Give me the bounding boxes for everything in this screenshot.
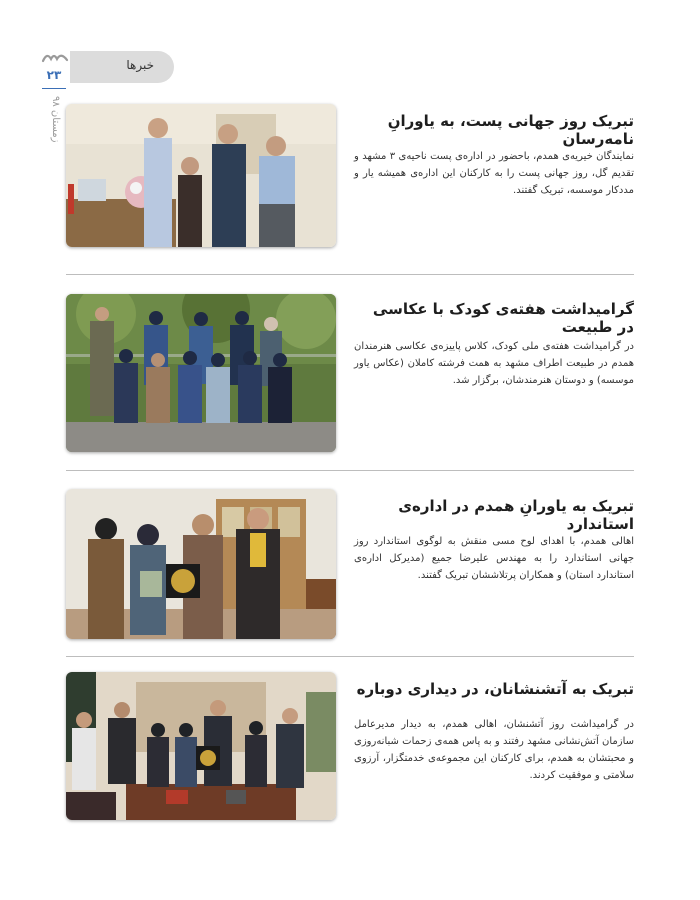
article-title: گرامیداشت هفته‌ی کودک با عکاسی در طبیعت (372, 300, 634, 336)
article-photo (66, 294, 336, 452)
standards-office-group-photo (66, 489, 336, 639)
section-tab (70, 51, 174, 83)
article-photo (66, 489, 336, 639)
article-body: نمایندگان خیریه‌ی همدم، باحضور در اداره‌ی پست ناحیه‌ی ۳ مشهد و تقدیم گل، روز جهانی پست را به کارکنان این اداره‌ی همیشه یار و مددکار موسسه، تبریک گفتند. (354, 151, 634, 196)
section-label: خبرها (126, 58, 154, 72)
article-title: تبریک روز جهانی پست، به یاورانِ نامه‌رسان (387, 112, 634, 148)
article-divider (66, 470, 634, 471)
hamdam-logo-icon (41, 50, 69, 64)
page-number-rule (42, 88, 66, 89)
nature-photography-group-photo (66, 294, 336, 452)
article-body: در گرامیداشت روز آتشنشان، اهالی همدم، به دیدار مدیرعامل سازمان آتش‌نشانی مشهد رفتند و به پاس همه‌ی زحمات شبانه‌روزی و محبتشان به همدم، برای کارکنان این مجموعه‌ی خدمتگزار، آرزوی سلامتی و موفقیت کردند. (354, 719, 634, 781)
article-divider (66, 656, 634, 657)
article-title: تبریک به یاورانِ همدم در اداره‌ی استاندارد (398, 497, 634, 533)
article-post-day (66, 104, 634, 250)
article-body: اهالی همدم، با اهدای لوح مسی منقش به لوگوی استاندارد روز جهانی استاندارد را به مهندس علیرضا جمیع (مدیرکل اداره‌ی استاندارد استان) و همکاران پرتلاششان تبریک گفتند. (354, 536, 634, 581)
article-title: تبریک به آتشنشانان، در دیداری دوباره (356, 680, 634, 698)
article-body: در گرامیداشت هفته‌ی ملی کودک، کلاس پاییزه‌ی عکاسی هنرمندان همدم در طبیعت اطراف مشهد به همت فرشته کاملان (عکاس یاور موسسه) و دوستان هنرمندشان، برگزار شد. (354, 341, 634, 386)
article-photo (66, 104, 336, 247)
article-firefighters (66, 672, 634, 822)
article-divider (66, 274, 634, 275)
fire-department-group-photo (66, 672, 336, 820)
article-kids-photography (66, 294, 634, 454)
article-photo (66, 672, 336, 820)
post-office-group-photo (66, 104, 336, 247)
page-number: ۲۳ (46, 68, 62, 82)
article-standards-office (66, 489, 634, 639)
issue-date: زمستان ۹۸ (50, 96, 61, 143)
